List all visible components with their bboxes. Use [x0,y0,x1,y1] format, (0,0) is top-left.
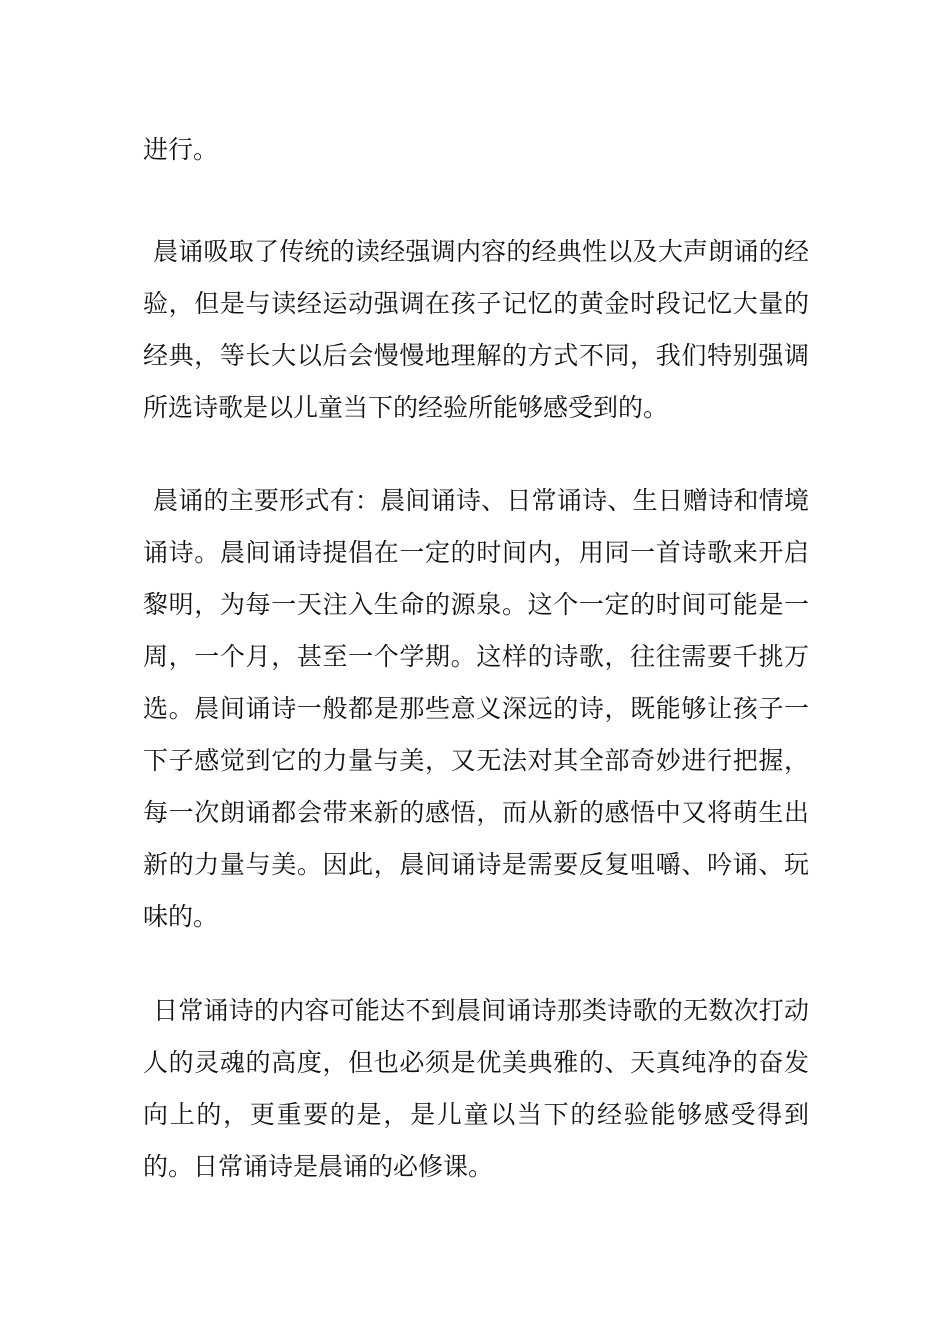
paragraph-morning-recitation-origin: 晨诵吸取了传统的读经强调内容的经典性以及大声朗诵的经验，但是与读经运动强调在孩子记忆的黄金时段记忆大量的经典，等长大以后会慢慢地理解的方式不同，我们特别强调所选诗歌是以儿童当下的经验所能够感受到的。 [143,237,809,422]
paragraph-daily-recitation: 日常诵诗的内容可能达不到晨间诵诗那类诗歌的无数次打动人的灵魂的高度，但也必须是优美典雅的、天真纯净的奋发向上的，更重要的是，是儿童以当下的经验能够感受得到的。日常诵诗是晨诵的必修课。 [143,996,809,1181]
paragraph-continuation: 进行。 [143,135,219,164]
paragraph-morning-recitation-forms: 晨诵的主要形式有：晨间诵诗、日常诵诗、生日赠诗和情境诵诗。晨间诵诗提倡在一定的时间内，用同一首诗歌来开启黎明，为每一天注入生命的源泉。这个一定的时间可能是一周，一个月，甚至一个学期。这样的诗歌，往往需要千挑万选。晨间诵诗一般都是那些意义深远的诗，既能够让孩子一下子感觉到它的力量与美，又无法对其全部奇妙进行把握，每一次朗诵都会带来新的感悟，而从新的感悟中又将萌生出新的力量与美。因此，晨间诵诗是需要反复咀嚼、吟诵、玩味的。 [143,486,809,931]
